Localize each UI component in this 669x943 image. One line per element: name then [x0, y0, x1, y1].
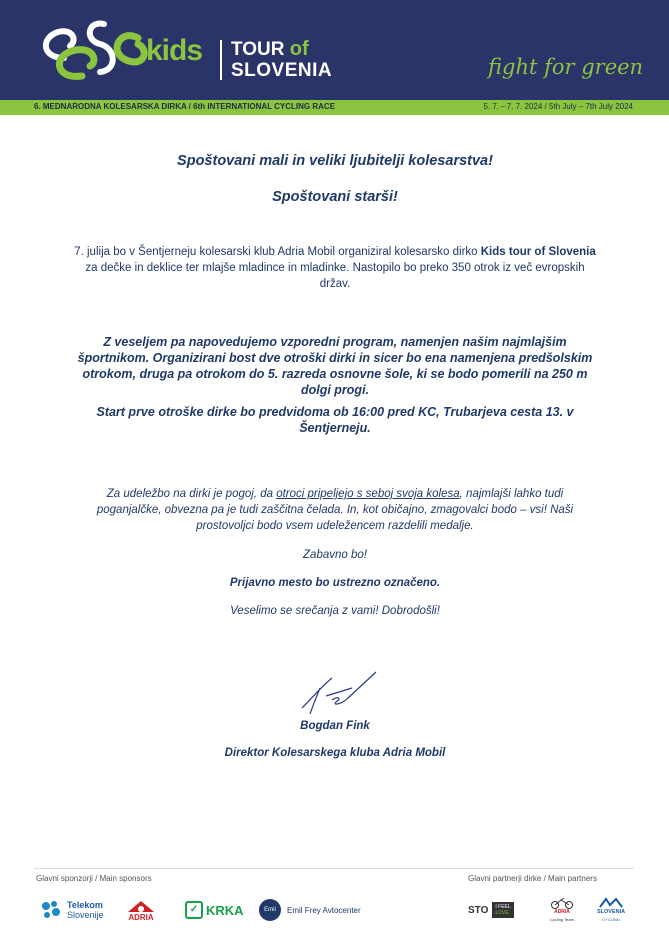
fun-line: Zabavno bo!	[303, 549, 367, 561]
krka-logo	[185, 897, 244, 923]
emil-frey-word: Emil Frey Avtocenter	[287, 905, 361, 915]
emil-frey-logo	[259, 897, 361, 935]
signer-name: Bogdan Fink	[300, 720, 370, 732]
footer-divider	[34, 868, 634, 869]
slogan: fight for green	[488, 55, 644, 79]
ifeellove-badge	[492, 902, 513, 918]
cycling-word: CYCLING	[602, 917, 620, 922]
emil-frey-icon: Emil Frey	[259, 899, 281, 921]
conditions-text-b: , najmlajši lahko tudi poganjalčke, obvezna pa je tudi zaščitna čelada. In, kot običajno, zmagovalci bodo – vsi! Naši prostovoljci bodo vsem udeležencem razdelili medalje.	[96, 488, 574, 532]
slovenia-cycling-icon	[598, 897, 624, 909]
intro-text-a: 7. julija bo v Šentjerneju kolesarski klub Adria Mobil organiziral kolesarsko dirko	[74, 246, 481, 258]
tour-word: TOUR	[231, 39, 290, 60]
love-word: LOVE	[495, 910, 509, 916]
greeting-2: Spoštovani starši!	[272, 189, 398, 205]
paragraph-start: Start prve otroške dirke bo predvidoma ob 16:00 pred KC, Trubarjeva cesta 13. v Šentjerneju.	[96, 405, 574, 435]
registration-line: Prijavno mesto bo ustrezno označeno.	[229, 577, 441, 589]
conditions-text-a: Za udeležbo na dirki je pogoj, da	[106, 488, 277, 500]
race-title: 6. MEDNARODNA KOLESARSKA DIRKA / 6th INTERNATIONAL CYCLING RACE	[34, 102, 336, 111]
ifeel-word: I FEEL	[495, 904, 511, 910]
slovenia-cycling-logo	[597, 897, 625, 923]
krka-word: KRKA	[206, 902, 244, 918]
adria-icon	[126, 899, 156, 913]
adria-cycling-word: ADRIA	[554, 909, 570, 915]
partners-label: Glavni partnerji dirke / Main partners	[468, 874, 597, 883]
bicycle-icon	[548, 897, 576, 909]
paragraph-program: Z veseljem pa napovedujemo vzporedni program, namenjen našim najmlajšim športnikom. Organizirani bost dve otroški dirki in sicer bo ena namenjena predšolskim otrokom, druga pa otrokom do 5. razreda osnovne šole, ki se bodo pomerili na 250 m dolgi progi.	[77, 335, 593, 397]
telekom-icon	[38, 898, 64, 922]
slovenia-word: SLOVENIA	[597, 909, 626, 915]
of-word: of	[289, 38, 309, 60]
adria-word: ADRIA	[128, 912, 154, 922]
adria-cycling-logo	[548, 897, 576, 923]
tour-of-text	[231, 38, 309, 61]
header-banner	[0, 0, 669, 100]
signature-image	[292, 668, 382, 718]
welcome-line: Veselimo se srečanja z vami! Dobrodošli!	[230, 605, 440, 617]
race-info-strip	[0, 100, 669, 115]
krka-icon: ✓	[185, 901, 203, 919]
conditions-underlined: otroci pripeljejo s seboj svoja kolesa	[276, 488, 460, 500]
slovenia-text: SLOVENIA	[231, 60, 333, 81]
sto-logo	[468, 897, 514, 923]
paragraph-intro	[70, 244, 600, 292]
event-name: Kids tour of Slovenia	[480, 246, 596, 258]
adria-logo	[126, 897, 156, 923]
sponsors-label: Glavni sponzorji / Main sponsors	[36, 874, 152, 883]
race-dates: 5. 7. – 7. 7. 2024 / 5th July – 7th July 2024	[483, 102, 633, 111]
signer-title: Direktor Kolesarskega kluba Adria Mobil	[224, 747, 446, 759]
paragraph-conditions	[80, 486, 590, 534]
slovenije-word: Slovenije	[67, 910, 104, 920]
telekom-word: Telekom	[67, 900, 103, 910]
greeting-1: Spoštovani mali in veliki ljubitelji kolesarstva!	[177, 153, 493, 169]
brand-kids-text: kids	[146, 34, 203, 67]
telekom-logo	[38, 897, 104, 923]
cycling-team-word: Cycling Team	[550, 917, 574, 922]
intro-text-b: za dečke in deklice ter mlajše mladince in mladinke. Nastopilo bo preko 350 otrok iz več evropskih držav.	[85, 262, 585, 290]
header-divider	[220, 40, 222, 80]
sto-word: STO	[468, 904, 489, 916]
